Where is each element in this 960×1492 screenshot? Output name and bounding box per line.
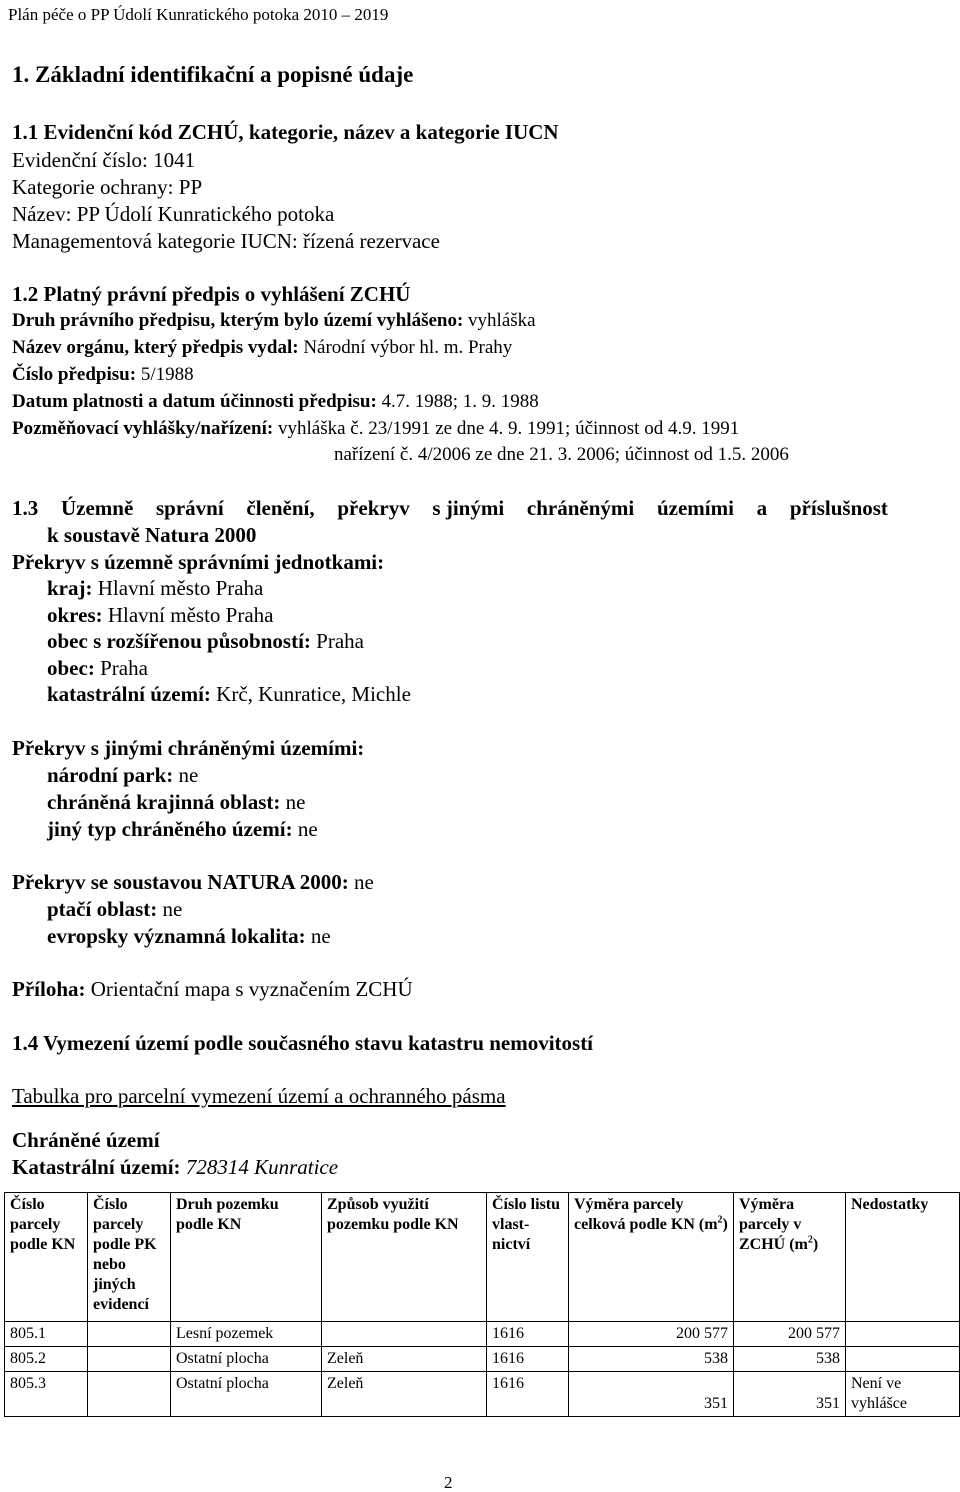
table-cell: 200 577 — [569, 1322, 734, 1347]
table-cell — [88, 1322, 171, 1347]
cadastral-line: Katastrální území: 728314 Kunratice — [12, 1155, 339, 1179]
attachment-line: Příloha: Orientační mapa s vyznačením ZCHÚ — [12, 977, 413, 1001]
district-line: okres: Hlavní město Praha — [47, 603, 274, 627]
subsection-1-4-title: 1.4 Vymezení území podle současného stavu katastru nemovitostí — [12, 1031, 594, 1055]
table-cell: 200 577 — [734, 1322, 846, 1347]
protected-area-heading: Chráněné území — [12, 1128, 160, 1152]
col-header: Způsob využití pozemku podle KN — [322, 1193, 487, 1322]
table-row — [5, 1372, 960, 1417]
table-row — [5, 1347, 960, 1372]
subsection-1-1-title: 1.1 Evidenční kód ZCHÚ, kategorie, název a kategorie IUCN — [12, 120, 559, 144]
table-header-row — [5, 1193, 960, 1322]
running-header: Plán péče o PP Údolí Kunratického potoka 2010 – 2019 — [8, 5, 389, 24]
table-cell: 538 — [569, 1347, 734, 1372]
table-cell — [322, 1322, 487, 1347]
section-title: 1. Základní identifikační a popisné údaje — [12, 62, 414, 87]
ev-number-line: Evidenční číslo: 1041 — [12, 148, 196, 172]
municipality-line: obec: Praha — [47, 656, 148, 680]
table-cell — [88, 1372, 171, 1417]
table-title: Tabulka pro parcelní vymezení území a ochranného pásma — [12, 1084, 506, 1108]
protection-category-line: Kategorie ochrany: PP — [12, 175, 203, 199]
regulation-number-line: Číslo předpisu: 5/1988 — [12, 364, 194, 385]
table-cell: 1616 — [487, 1322, 569, 1347]
table-cell: 351 — [569, 1372, 734, 1417]
table-cell: 805.1 — [5, 1322, 88, 1347]
col-header: Číslo parcely podle KN — [5, 1193, 88, 1322]
table-cell: 538 — [734, 1347, 846, 1372]
protected-areas-title: Překryv s jinými chráněnými územími: — [12, 736, 365, 760]
col-header: Číslo listu vlast-nictví — [487, 1193, 569, 1322]
table-cell: 1616 — [487, 1372, 569, 1417]
iucn-line: Managementová kategorie IUCN: řízená rezervace — [12, 229, 440, 253]
col-header: Číslo parcely podle PK nebo jiných evidencí — [88, 1193, 171, 1322]
subsection-1-3-title-line-2: k soustavě Natura 2000 — [47, 523, 257, 547]
amendments-line: Pozměňovací vyhlášky/nařízení: vyhláška č. 23/1991 ze dne 4. 9. 1991; účinnost od 4.9. 1991 — [12, 418, 740, 439]
issuing-body-line: Název orgánu, který předpis vydal: Národní výbor hl. m. Prahy — [12, 337, 513, 358]
municipality-extended-line: obec s rozšířenou působností: Praha — [47, 629, 364, 653]
other-protected-line: jiný typ chráněného území: ne — [47, 817, 318, 841]
region-line: kraj: Hlavní město Praha — [47, 576, 264, 600]
col-header: Výměra parcely celková podle KN $(m^2)$ — [569, 1193, 734, 1322]
table-cell — [846, 1347, 960, 1372]
national-park-line: národní park: ne — [47, 763, 199, 787]
table-cell: 805.3 — [5, 1372, 88, 1417]
bird-area-line: ptačí oblast: ne — [47, 897, 183, 921]
subsection-1-2-title: 1.2 Platný právní předpis o vyhlášení ZCHÚ — [12, 282, 411, 306]
table-cell: Zeleň — [322, 1372, 487, 1417]
evl-line: evropsky významná lokalita: ne — [47, 924, 331, 948]
name-line: Název: PP Údolí Kunratického potoka — [12, 202, 335, 226]
table-cell: 351 — [734, 1372, 846, 1417]
table-cell: Ostatní plocha — [171, 1347, 322, 1372]
page-number: 2 — [444, 1473, 453, 1492]
subsection-1-3-title: 1.3 Územně správní členění, překryv s jinými chráněnými územími a příslušnost — [12, 496, 888, 520]
validity-date-line: Datum platnosti a datum účinnosti předpisu: 4.7. 1988; 1. 9. 1988 — [12, 391, 539, 412]
col-header: Nedostatky — [846, 1193, 960, 1322]
col-header: Výměra parcely v ZCHÚ $(m^2)$ — [734, 1193, 846, 1322]
table-cell: Lesní pozemek — [171, 1322, 322, 1347]
table-cell: 1616 — [487, 1347, 569, 1372]
amendments-line-2: nařízení č. 4/2006 ze dne 21. 3. 2006; účinnost od 1.5. 2006 — [334, 444, 789, 465]
cadastral-area-line: katastrální území: Krč, Kunratice, Michle — [47, 682, 411, 706]
col-header: Druh pozemku podle KN — [171, 1193, 322, 1322]
table-cell — [846, 1322, 960, 1347]
regulation-type-line: Druh právního předpisu, kterým bylo území vyhlášeno: vyhláška — [12, 310, 536, 331]
table-cell: 805.2 — [5, 1347, 88, 1372]
admin-units-title: Překryv s územně správními jednotkami: — [12, 550, 385, 574]
natura-line: Překryv se soustavou NATURA 2000: ne — [12, 870, 374, 894]
table-row — [5, 1322, 960, 1347]
table-cell — [88, 1347, 171, 1372]
landscape-area-line: chráněná krajinná oblast: ne — [47, 790, 306, 814]
table-cell: Zeleň — [322, 1347, 487, 1372]
table-cell: Ostatní plocha — [171, 1372, 322, 1417]
table-cell: Není ve vyhlášce — [846, 1372, 960, 1417]
parcel-table — [4, 1192, 960, 1417]
